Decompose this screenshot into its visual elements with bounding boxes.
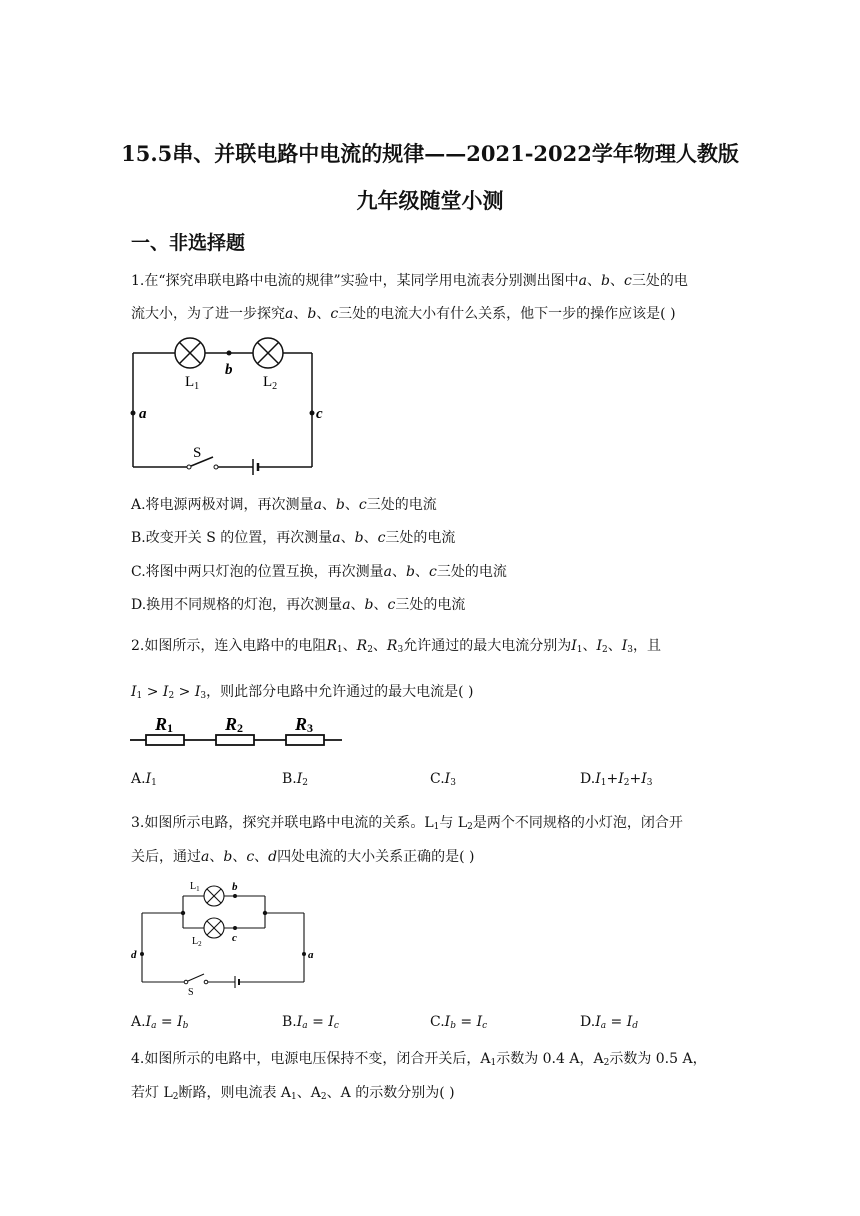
q3-option-b: $B.I_a = I_c$ — [282, 1014, 339, 1031]
q2-option-c: $C.I_3$ — [430, 771, 456, 788]
q1-option-c: C.将图中两只灯泡的位置互换，再次测量a、b、c三处的电流 — [131, 564, 507, 580]
page-title-line-1: 15.5串、并联电路中电流的规律——2021-2022学年物理人教版 — [121, 141, 739, 166]
q4-line-1: 4.如图所示的电路中，电源电压保持不变，闭合开关后，$A_1$示数为 0.4 A，$A_2$示数为 0.5 A， — [131, 1051, 707, 1068]
q3-label-a: a — [308, 949, 314, 961]
q3-label-l1: $L_1$ — [190, 881, 200, 893]
q1-label-b: b — [225, 362, 233, 378]
q3-option-c: $C.I_b = I_c$ — [430, 1014, 488, 1031]
q2-option-d: $D.I_1+I_2+I_3$ — [580, 771, 653, 788]
q2-option-b: $B.I_2$ — [282, 771, 309, 788]
q3-label-c: c — [232, 932, 237, 944]
q3-label-s: S — [188, 987, 194, 998]
section-heading: 一、非选择题 — [131, 232, 246, 254]
q2-line-1: 2.如图所示，连入电路中的电阻$R_1$、$R_2$、$R_3$允许通过的最大电流分别为$I_1$、$I_2$、$I_3$，且 — [131, 638, 661, 655]
q1-option-a: A.将电源两极对调，再次测量a、b、c三处的电流 — [131, 497, 437, 513]
q1-series-circuit-diagram — [125, 333, 325, 473]
page-title-line-2: 九年级随堂小测 — [356, 188, 504, 213]
q1-line-2: 流大小，为了进一步探究a、b、c三处的电流大小有什么关系，他下一步的操作应该是( ) — [131, 306, 676, 322]
q1-label-c: c — [316, 406, 323, 422]
q1-label-s: S — [193, 445, 202, 461]
q2-label-r2: R2 — [225, 714, 244, 735]
q3-option-a: $A.I_a = I_b$ — [131, 1014, 189, 1031]
q3-label-d: d — [131, 949, 137, 961]
q1-option-b: B.改变开关 S 的位置，再次测量a、b、c三处的电流 — [131, 530, 456, 546]
q3-label-l2: $L_2$ — [192, 936, 202, 948]
q1-label-l1: $L_1$ — [185, 374, 200, 392]
q2-resistor-diagram — [130, 710, 345, 750]
q2-label-r1: R1 — [155, 714, 174, 735]
q2-option-a: $A.I_1$ — [131, 771, 157, 788]
q1-label-a: a — [139, 406, 147, 422]
q4-line-2: 若灯 $L_2$断路，则电流表 $A_1$、$A_2$、A 的示数分别为( ) — [131, 1085, 455, 1102]
q1-line-1: 1.在“探究串联电路中电流的规律”实验中，某同学用电流表分别测出图中a、b、c三处的电 — [131, 273, 688, 289]
q2-label-r3: R3 — [295, 714, 314, 735]
q3-label-b: b — [232, 881, 238, 893]
q1-label-l2: $L_2$ — [263, 374, 278, 392]
q3-parallel-circuit-diagram — [128, 878, 323, 998]
q3-line-2: 关后，通过a、b、c、d四处电流的大小关系正确的是( ) — [131, 849, 475, 865]
q1-option-d: D.换用不同规格的灯泡，再次测量a、b、c三处的电流 — [131, 597, 466, 613]
q3-option-d: $D.I_a = I_d$ — [580, 1014, 639, 1031]
q3-line-1: 3.如图所示电路，探究并联电路中电流的关系。$L_1$与 $L_2$是两个不同规格的小灯泡，闭合开 — [131, 815, 683, 832]
q2-line-2: $I_1 > I_2 > I_3$，则此部分电路中允许通过的最大电流是( ) — [131, 684, 474, 701]
